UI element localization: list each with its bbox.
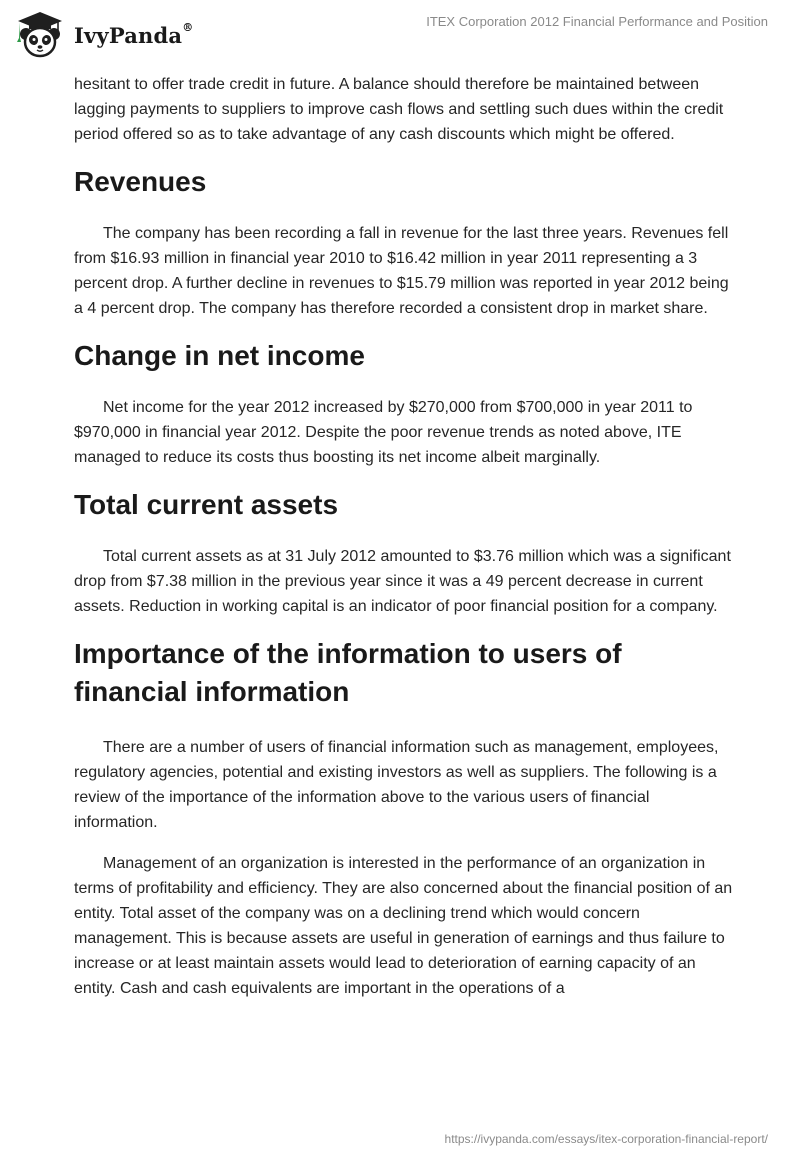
intro-paragraph: hesitant to offer trade credit in future. A balance should therefore be maintained between lagging payments to suppliers to improve cash flows and settling such dues within the credit period offered so as to take advantage of any cash discounts which might be offered. [74,76,724,143]
page-header [0,0,800,70]
brand-name: IvyPanda® [74,20,194,48]
panda-graduation-cap-icon [14,8,66,60]
paragraph-users: There are a number of users of financial information such as management, employees, regulatory agencies, potential and existing investors as well as suppliers. The following is a review of the importance of the information above to the various users of financial information. [74,739,719,831]
source-url-link[interactable]: https://ivypanda.com/essays/itex-corporation-financial-report/ [444,1132,768,1146]
section-heading-current-assets: Total current assets [74,489,339,520]
paragraph-current-assets: Total current assets as at 31 July 2012 amounted to $3.76 million which was a significant drop from $7.38 million in the previous year since it was a 49 percent decrease in current assets. Reduction in working capital is an indicator of poor financial position for a company. [74,548,731,615]
brand-logo-link[interactable] [14,8,193,60]
paragraph-management: Management of an organization is interested in the performance of an organization in terms of profitability and efficiency. They are also concerned about the financial position of an entity. Total asset of the company was on a declining trend which would concern management. This is because assets are useful in generation of earnings and thus failure to increase or at least maintain assets would lead to deterioration of earning capacity of an entity. Cash and cash equivalents are important in the operations of a [74,855,733,997]
paragraph-revenues: The company has been recording a fall in revenue for the last three years. Revenues fell from $16.93 million in financial year 2010 to $16.42 million in year 2011 representing a 3 percent drop. A further decline in revenues to $15.79 million was reported in year 2012 being a 4 percent drop. The company has therefore recorded a consistent drop in market share. [74,225,729,317]
section-heading-importance: Importance of the information to users of financial information [74,638,622,707]
section-heading-revenues: Revenues [74,166,207,197]
paragraph-net-income: Net income for the year 2012 increased by $270,000 from $700,000 in year 2011 to $970,000 in financial year 2012. Despite the poor revenue trends as noted above, ITE managed to reduce its costs thus boosting its net income albeit marginally. [74,399,693,466]
article-body [74,72,734,1017]
section-heading-net-income: Change in net income [74,340,365,371]
document-title: ITEX Corporation 2012 Financial Performance and Position [426,14,768,29]
